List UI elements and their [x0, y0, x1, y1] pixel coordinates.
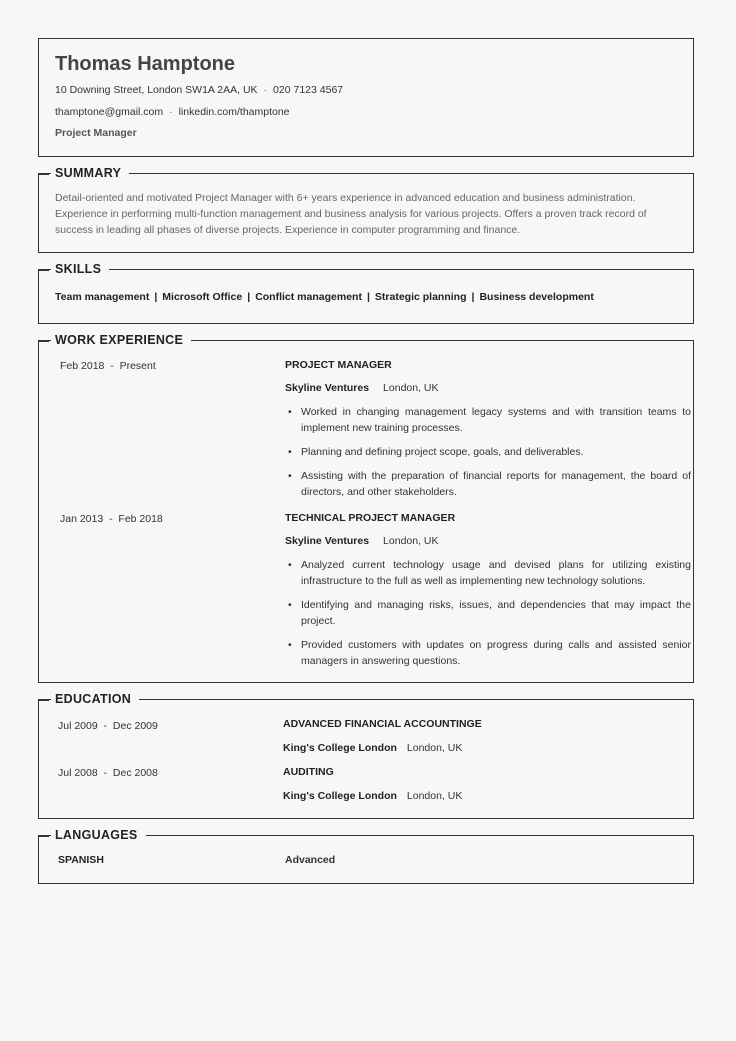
- date-dash: -: [103, 767, 108, 779]
- candidate-name: Thomas Hamptone: [55, 53, 236, 75]
- date-dash: -: [109, 513, 113, 525]
- job-title: PROJECT MANAGER: [285, 359, 392, 371]
- bullet-item: • Analyzed current technology usage and devised plans for utilizing existing infrastructure to the full as well as implementing new technology solutions.: [301, 557, 691, 589]
- education-school: [283, 742, 462, 754]
- education-dates: [58, 767, 158, 779]
- date-dash: -: [110, 360, 114, 372]
- bullet-item: • Provided customers with updates on progress during calls and assisted senior managers in answering questions.: [301, 637, 691, 669]
- email-link[interactable]: thamptone@gmail.com: [55, 106, 164, 118]
- skill-item: Conflict management: [255, 291, 362, 303]
- skills-section: [38, 262, 694, 324]
- skill-separator: |: [154, 291, 158, 303]
- date-end: Dec 2009: [112, 720, 158, 732]
- contact-line-1: [55, 84, 343, 96]
- school-name: King's College London: [283, 790, 397, 802]
- job-bullets: [285, 404, 691, 508]
- school-location: London, UK: [406, 790, 463, 802]
- skills-heading: SKILLS: [51, 260, 109, 278]
- phone: 020 7123 4567: [273, 84, 344, 96]
- education-title: ADVANCED FINANCIAL ACCOUNTINGE: [283, 718, 482, 730]
- education-dates: [58, 720, 158, 732]
- bullet-item: • Planning and defining project scope, goals, and deliverables.: [301, 444, 691, 460]
- education-school: [283, 790, 462, 802]
- company-name: Skyline Ventures: [285, 535, 370, 547]
- date-end: Feb 2018: [118, 513, 163, 525]
- work-heading: WORK EXPERIENCE: [51, 331, 191, 349]
- summary-heading: SUMMARY: [51, 164, 129, 182]
- skill-item: Strategic planning: [374, 291, 467, 303]
- job-title: TECHNICAL PROJECT MANAGER: [285, 512, 456, 524]
- school-name: King's College London: [283, 742, 397, 754]
- date-start: Feb 2018: [60, 360, 105, 372]
- bullet-item: • Assisting with the preparation of financial reports for management, the board of directors, and other stakeholders.: [301, 468, 691, 500]
- company-name: Skyline Ventures: [285, 382, 370, 394]
- contact-line-2: [55, 106, 290, 118]
- address: 10 Downing Street, London SW1A 2AA, UK: [55, 84, 258, 96]
- work-experience-section: [38, 333, 694, 683]
- date-start: Jul 2008: [58, 767, 98, 779]
- school-location: London, UK: [406, 742, 463, 754]
- education-heading: EDUCATION: [51, 690, 139, 708]
- job-company: [285, 535, 439, 547]
- date-start: Jul 2009: [58, 720, 98, 732]
- skills-list: [55, 291, 594, 303]
- languages-section: [38, 828, 694, 884]
- skill-separator: |: [247, 291, 251, 303]
- company-location: London, UK: [383, 535, 439, 547]
- job-company: [285, 382, 439, 394]
- date-end: Present: [119, 360, 156, 372]
- summary-text: Detail-oriented and motivated Project Manager with 6+ years experience in advanced education and business administration. Experience in performing multi-function management and business analysis for various projects. Offers a proven track record of success in leading all phases of diverse projects. Experience in computer programming and finance.: [55, 192, 647, 236]
- job-role: Project Manager: [55, 127, 137, 139]
- summary-section: [38, 166, 694, 253]
- date-start: Jan 2013: [60, 513, 104, 525]
- bullet-item: • Worked in changing management legacy systems and with transition teams to implement new training processes.: [301, 404, 691, 436]
- skill-separator: |: [366, 291, 370, 303]
- header-section: [38, 38, 694, 157]
- separator-dot: ·: [263, 84, 268, 96]
- skill-item: Microsoft Office: [162, 291, 243, 303]
- languages-heading: LANGUAGES: [51, 826, 146, 844]
- language-level: Advanced: [285, 854, 336, 866]
- education-title: AUDITING: [283, 766, 334, 778]
- date-dash: -: [103, 720, 108, 732]
- date-end: Dec 2008: [112, 767, 158, 779]
- language-name: SPANISH: [58, 854, 104, 866]
- linkedin-link[interactable]: linkedin.com/thamptone: [178, 106, 290, 118]
- education-section: [38, 692, 694, 819]
- separator-dot: ·: [169, 106, 173, 118]
- company-location: London, UK: [383, 382, 439, 394]
- skill-item: Team management: [55, 291, 150, 303]
- job-bullets: [285, 557, 691, 677]
- bullet-item: • Identifying and managing risks, issues, and dependencies that may impact the project.: [301, 597, 691, 629]
- job-dates: [60, 513, 163, 525]
- job-dates: [60, 360, 156, 372]
- skill-item: Business development: [479, 291, 594, 303]
- skill-separator: |: [471, 291, 475, 303]
